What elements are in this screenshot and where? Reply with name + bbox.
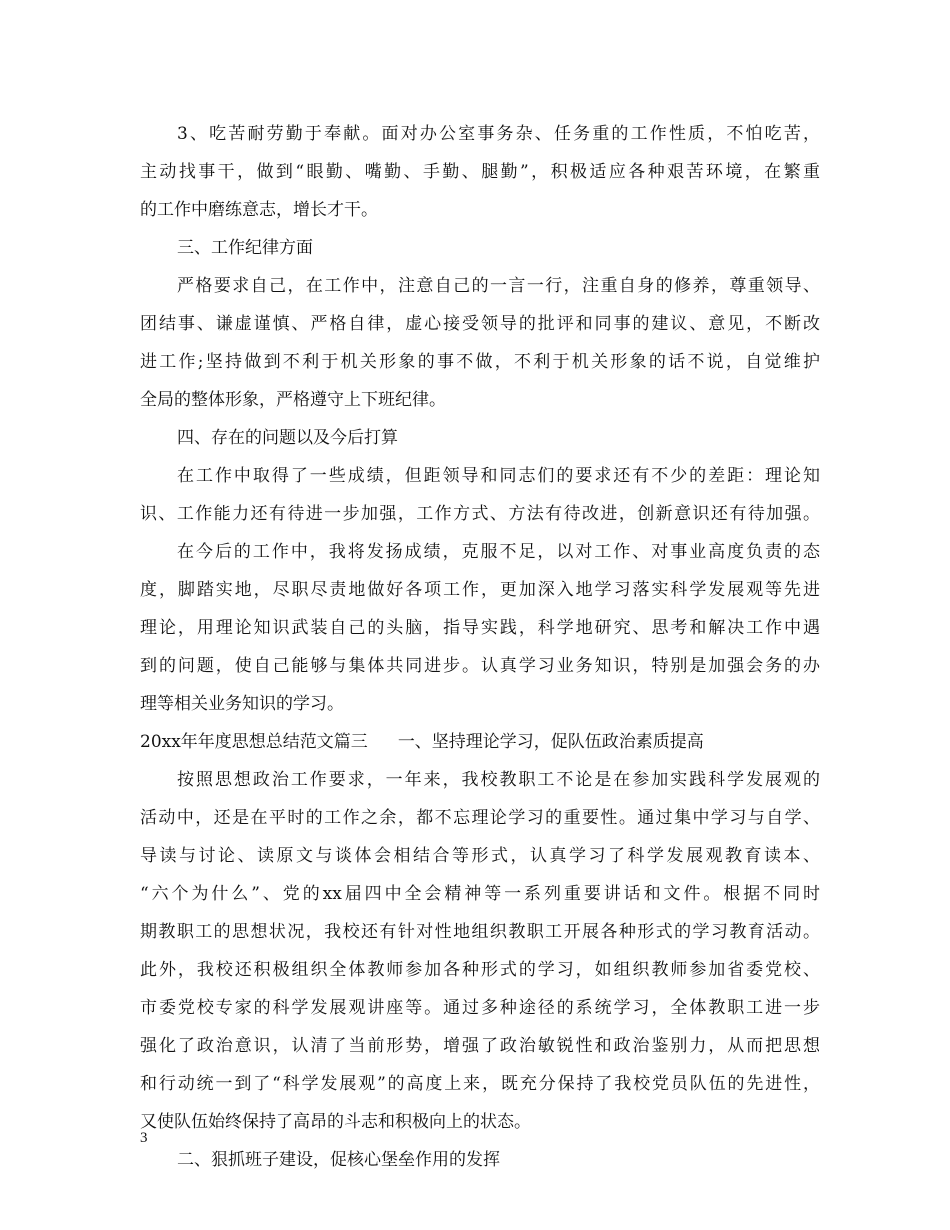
paragraph-line: “六个为什么”、党的xx届四中全会精神等一系列重要讲话和文件。根据不同时 bbox=[140, 884, 820, 904]
paragraph-line: 活动中，还是在平时的工作之余，都不忘理论学习的重要性。通过集中学习与自学、 bbox=[140, 808, 820, 828]
paragraph-line: 市委党校专家的科学发展观讲座等。通过多种途径的系统学习，全体教职工进一步 bbox=[140, 998, 820, 1018]
paragraph-line: 导读与讨论、读原文与谈体会相结合等形式，认真学习了科学发展观教育读本、 bbox=[140, 846, 820, 866]
paragraph-line: 3、吃苦耐劳勤于奉献。面对办公室事务杂、任务重的工作性质，不怕吃苦， bbox=[177, 124, 820, 144]
article-subheading: 一、坚持理论学习，促队伍政治素质提高 bbox=[397, 732, 704, 752]
paragraph-line: 全局的整体形象，严格遵守上下班纪律。 bbox=[140, 390, 446, 410]
paragraph-line: 按照思想政治工作要求，一年来，我校教职工不论是在参加实践科学发展观的 bbox=[177, 770, 820, 790]
page-number: 3 bbox=[140, 1130, 148, 1146]
paragraph-line: 在今后的工作中，我将发扬成绩，克服不足，以对工作、对事业高度负责的态 bbox=[177, 542, 820, 562]
section-heading: 二、狠抓班子建设，促核心堡垒作用的发挥 bbox=[177, 1150, 500, 1170]
paragraph-line: 进工作;坚持做到不利于机关形象的事不做，不利于机关形象的话不说，自觉维护 bbox=[140, 352, 820, 372]
paragraph-line: 到的问题，使自己能够与集体共同进步。认真学习业务知识，特别是加强会务的办 bbox=[140, 656, 820, 676]
section-heading: 四、存在的问题以及今后打算 bbox=[177, 428, 398, 448]
paragraph-line: 在工作中取得了一些成绩，但距领导和同志们的要求还有不少的差距：理论知 bbox=[177, 466, 820, 486]
paragraph-line: 期教职工的思想状况，我校还有针对性地组织教职工开展各种形式的学习教育活动。 bbox=[140, 922, 820, 942]
paragraph-line: 度，脚踏实地，尽职尽责地做好各项工作，更加深入地学习落实科学发展观等先进 bbox=[140, 580, 820, 600]
paragraph-line: 和行动统一到了“科学发展观”的高度上来，既充分保持了我校党员队伍的先进性， bbox=[140, 1074, 820, 1094]
article-heading-line bbox=[140, 723, 820, 761]
paragraph-line: 理论，用理论知识武装自己的头脑，指导实践，科学地研究、思考和解决工作中遇 bbox=[140, 618, 820, 638]
paragraph-line: 主动找事干，做到“眼勤、嘴勤、手勤、腿勤”，积极适应各种艰苦环境，在繁重 bbox=[140, 162, 820, 182]
paragraph-line: 的工作中磨练意志，增长才干。 bbox=[140, 200, 378, 220]
paragraph-line: 强化了政治意识，认清了当前形势，增强了政治敏锐性和政治鉴别力，从而把思想 bbox=[140, 1036, 820, 1056]
document-body bbox=[140, 115, 820, 1179]
paragraph-line: 理等相关业务知识的学习。 bbox=[140, 694, 344, 714]
paragraph-line: 严格要求自己，在工作中，注意自己的一言一行，注重自身的修养，尊重领导、 bbox=[177, 276, 820, 296]
paragraph-line: 识、工作能力还有待进一步加强，工作方式、方法有待改进，创新意识还有待加强。 bbox=[140, 504, 820, 524]
paragraph-line: 团结事、谦虚谨慎、严格自律，虚心接受领导的批评和同事的建议、意见，不断改 bbox=[140, 314, 820, 334]
paragraph-line: 又使队伍始终保持了高昂的斗志和积极向上的状态。 bbox=[140, 1112, 531, 1132]
section-heading: 三、工作纪律方面 bbox=[177, 238, 313, 258]
paragraph-line: 此外，我校还积极组织全体教师参加各种形式的学习，如组织教师参加省委党校、 bbox=[140, 960, 820, 980]
article-heading: 20xx年年度思想总结范文篇三 bbox=[140, 732, 368, 752]
